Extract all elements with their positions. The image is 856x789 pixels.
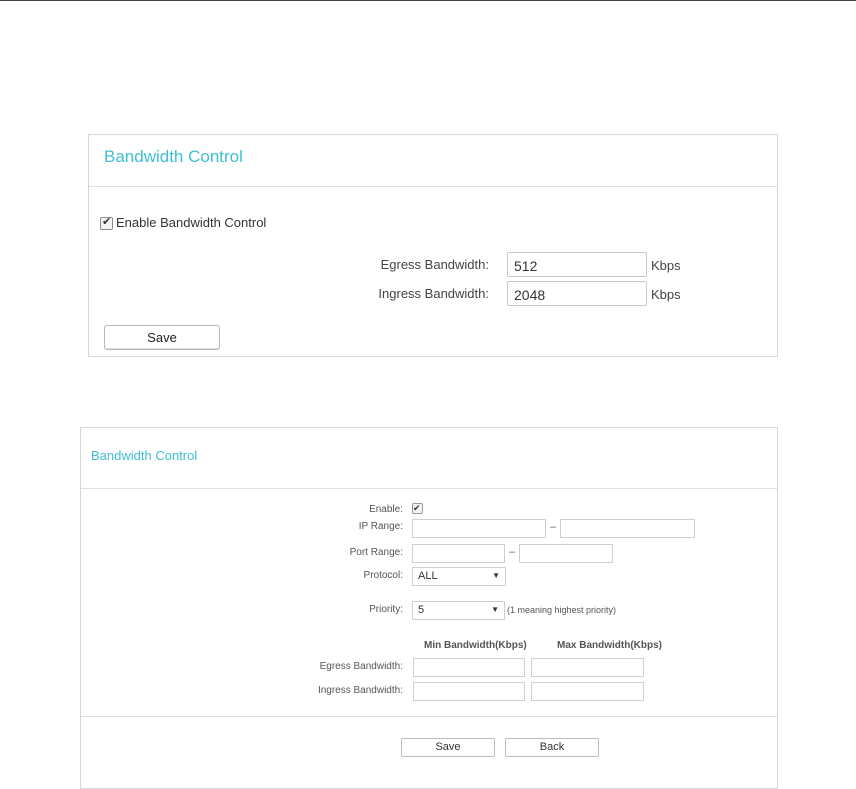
egress-min-input[interactable] <box>413 658 525 677</box>
save-button[interactable]: Save <box>104 325 220 350</box>
title-divider <box>89 186 777 187</box>
chevron-down-icon: ▼ <box>492 571 500 580</box>
protocol-label: Protocol: <box>363 570 403 581</box>
port-range-end-input[interactable] <box>519 544 613 563</box>
range-separator: – <box>550 521 557 533</box>
ip-range-start-input[interactable] <box>412 519 546 538</box>
egress-unit: Kbps <box>651 258 681 273</box>
ip-range-end-input[interactable] <box>560 519 695 538</box>
min-bandwidth-header: Min Bandwidth(Kbps) <box>424 640 527 651</box>
bandwidth-control-panel <box>88 134 778 357</box>
enable-bandwidth-label: Enable Bandwidth Control <box>116 215 267 230</box>
protocol-select[interactable] <box>412 567 506 586</box>
priority-label: Priority: <box>369 604 403 615</box>
save-button[interactable]: Save <box>401 738 495 757</box>
panel-title: Bandwidth Control <box>91 448 198 463</box>
ingress-bandwidth-input[interactable]: 2048 <box>507 281 647 306</box>
egress-bandwidth-input[interactable]: 512 <box>507 252 647 277</box>
max-bandwidth-header: Max Bandwidth(Kbps) <box>557 640 662 651</box>
ingress-bandwidth-label: Ingress Bandwidth: <box>378 286 489 301</box>
checkmark-icon: ✔ <box>413 503 421 513</box>
bandwidth-rule-panel <box>80 427 778 789</box>
title-divider <box>81 488 777 489</box>
range-separator: – <box>509 546 516 558</box>
top-divider <box>0 0 856 1</box>
enable-bandwidth-checkbox[interactable] <box>100 217 113 230</box>
egress-max-input[interactable] <box>531 658 644 677</box>
protocol-value: ALL <box>418 570 438 582</box>
ip-range-label: IP Range: <box>358 521 403 532</box>
ingress-bandwidth-label: Ingress Bandwidth: <box>317 685 403 696</box>
enable-label: Enable: <box>369 504 403 515</box>
ingress-unit: Kbps <box>651 287 681 302</box>
panel-title: Bandwidth Control <box>104 147 243 166</box>
ingress-min-input[interactable] <box>413 682 525 701</box>
back-button[interactable]: Back <box>505 738 599 757</box>
ingress-max-input[interactable] <box>531 682 644 701</box>
port-range-start-input[interactable] <box>412 544 505 563</box>
priority-note: (1 meaning highest priority) <box>507 605 617 615</box>
footer-divider <box>81 716 777 717</box>
chevron-down-icon: ▼ <box>491 605 499 614</box>
egress-bandwidth-label: Egress Bandwidth: <box>380 257 489 272</box>
priority-value: 5 <box>418 604 425 616</box>
enable-checkbox[interactable] <box>412 503 423 514</box>
checkmark-icon: ✔ <box>102 216 112 228</box>
port-range-label: Port Range: <box>349 547 403 558</box>
priority-select[interactable] <box>412 601 505 620</box>
egress-bandwidth-label: Egress Bandwidth: <box>319 661 403 672</box>
